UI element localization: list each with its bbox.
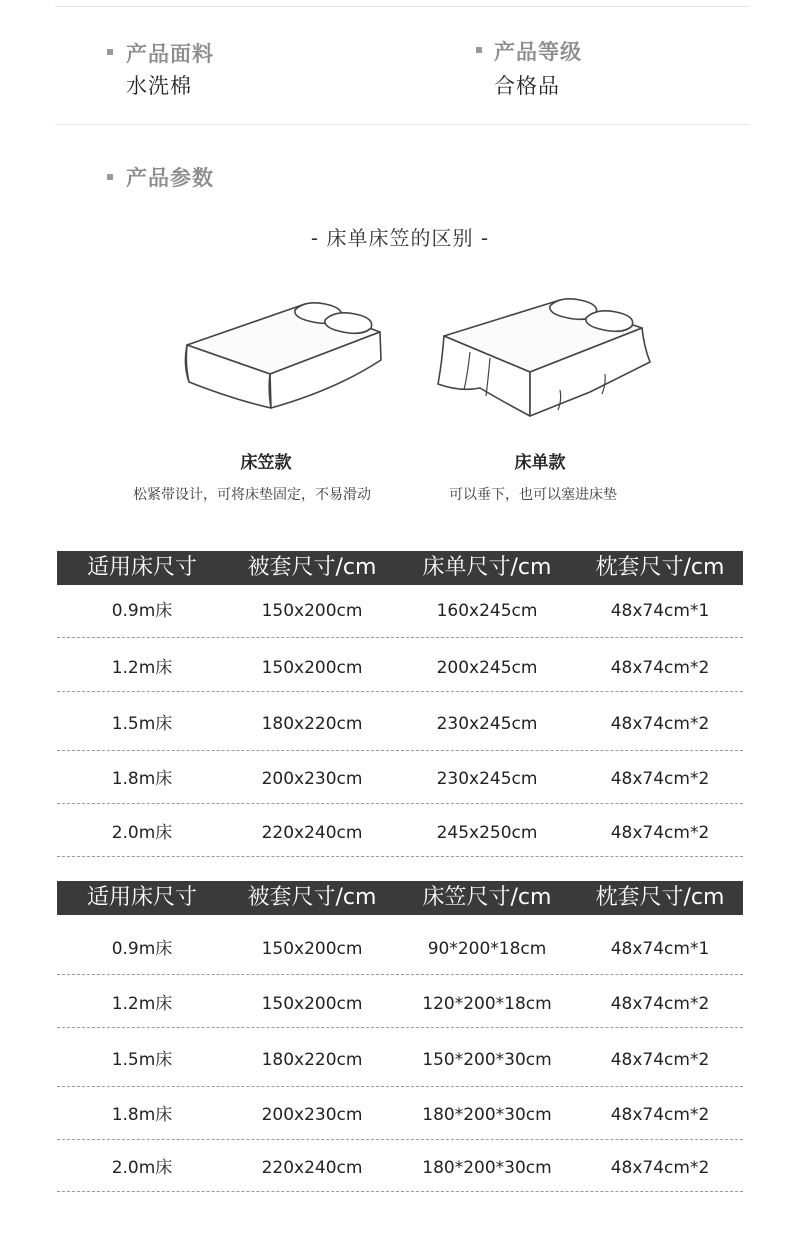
duvet-size-cell: 180x220cm [261,1050,363,1070]
section-divider [55,124,750,125]
flat-sheet-illustration [430,292,655,422]
header-duvet-size: 被套尺寸/cm [247,885,377,910]
header-fitted-sheet-size: 床笠尺寸/cm [422,885,552,910]
sheet-size-cell: 200x245cm [436,658,538,678]
fitted-sheet-size-cell: 120*200*18cm [422,994,552,1014]
duvet-size-cell: 200x230cm [261,1105,363,1125]
table-row [57,751,743,804]
fitted-sheet-size-cell: 90*200*18cm [427,939,547,959]
params-bullet-icon [107,174,113,180]
duvet-size-cell: 220x240cm [261,1158,363,1178]
table-row [57,638,743,692]
fitted-sheet-name: 床笠款 [240,453,292,473]
duvet-size-cell: 150x200cm [261,658,363,678]
table-row [57,1140,743,1192]
bed-size-cell: 2.0m床 [111,823,173,843]
pillowcase-size-cell: 48x74cm*2 [610,1105,710,1125]
grade-value: 合格品 [494,74,560,98]
bed-size-cell: 0.9m床 [111,601,173,621]
fitted-sheet-size-cell: 180*200*30cm [422,1105,552,1125]
duvet-size-cell: 150x200cm [261,939,363,959]
pillowcase-size-cell: 48x74cm*2 [610,994,710,1014]
table-row [57,692,743,751]
bed-size-cell: 1.8m床 [111,769,173,789]
table-header [57,551,743,585]
duvet-size-cell: 220x240cm [261,823,363,843]
flat-sheet-name: 床单款 [514,453,566,473]
duvet-size-cell: 150x200cm [261,601,363,621]
fitted-sheet-desc: 松紧带设计，可将床垫固定，不易滑动 [133,487,371,503]
top-divider [55,6,750,7]
bed-size-cell: 1.5m床 [111,1050,173,1070]
bed-size-cell: 1.2m床 [111,658,173,678]
fitted-sheet-size-cell: 180*200*30cm [422,1158,552,1178]
table-row [57,915,743,975]
duvet-size-cell: 180x220cm [261,714,363,734]
header-bed-size: 适用床尺寸 [86,885,197,910]
pillowcase-size-cell: 48x74cm*1 [610,601,710,621]
bed-size-cell: 1.5m床 [111,714,173,734]
sheet-size-cell: 245x250cm [436,823,538,843]
pillowcase-size-cell: 48x74cm*2 [610,823,710,843]
fabric-value: 水洗棉 [126,74,192,98]
table-row [57,975,743,1028]
fitted-sheet-size-table [57,881,743,1192]
pillowcase-size-cell: 48x74cm*2 [610,769,710,789]
compare-title: - 床单床笠的区别 - [310,226,490,250]
flat-sheet-desc: 可以垂下，也可以塞进床垫 [449,487,617,503]
duvet-size-cell: 200x230cm [261,769,363,789]
table-row [57,585,743,638]
bed-size-cell: 2.0m床 [111,1158,173,1178]
header-sheet-size: 床单尺寸/cm [422,555,552,580]
fabric-bullet-icon [107,49,113,55]
pillowcase-size-cell: 48x74cm*2 [610,714,710,734]
pillowcase-size-cell: 48x74cm*2 [610,658,710,678]
params-label: 产品参数 [126,166,214,190]
header-pillowcase-size: 枕套尺寸/cm [595,885,725,910]
header-duvet-size: 被套尺寸/cm [247,555,377,580]
sheet-size-cell: 230x245cm [436,769,538,789]
bed-size-cell: 1.8m床 [111,1105,173,1125]
header-bed-size: 适用床尺寸 [86,555,197,580]
header-pillowcase-size: 枕套尺寸/cm [595,555,725,580]
sheet-size-cell: 230x245cm [436,714,538,734]
table-row [57,1028,743,1087]
bed-size-cell: 1.2m床 [111,994,173,1014]
table-header [57,881,743,915]
grade-label: 产品等级 [494,40,582,64]
fabric-label: 产品面料 [126,42,214,66]
duvet-size-cell: 150x200cm [261,994,363,1014]
fitted-sheet-size-cell: 150*200*30cm [422,1050,552,1070]
pillowcase-size-cell: 48x74cm*1 [610,939,710,959]
sheet-size-cell: 160x245cm [436,601,538,621]
table-row [57,1087,743,1140]
fitted-sheet-illustration [175,290,400,415]
bed-size-cell: 0.9m床 [111,939,173,959]
pillowcase-size-cell: 48x74cm*2 [610,1050,710,1070]
flat-sheet-size-table [57,551,743,857]
pillowcase-size-cell: 48x74cm*2 [610,1158,710,1178]
table-row [57,804,743,857]
grade-bullet-icon [476,47,482,53]
